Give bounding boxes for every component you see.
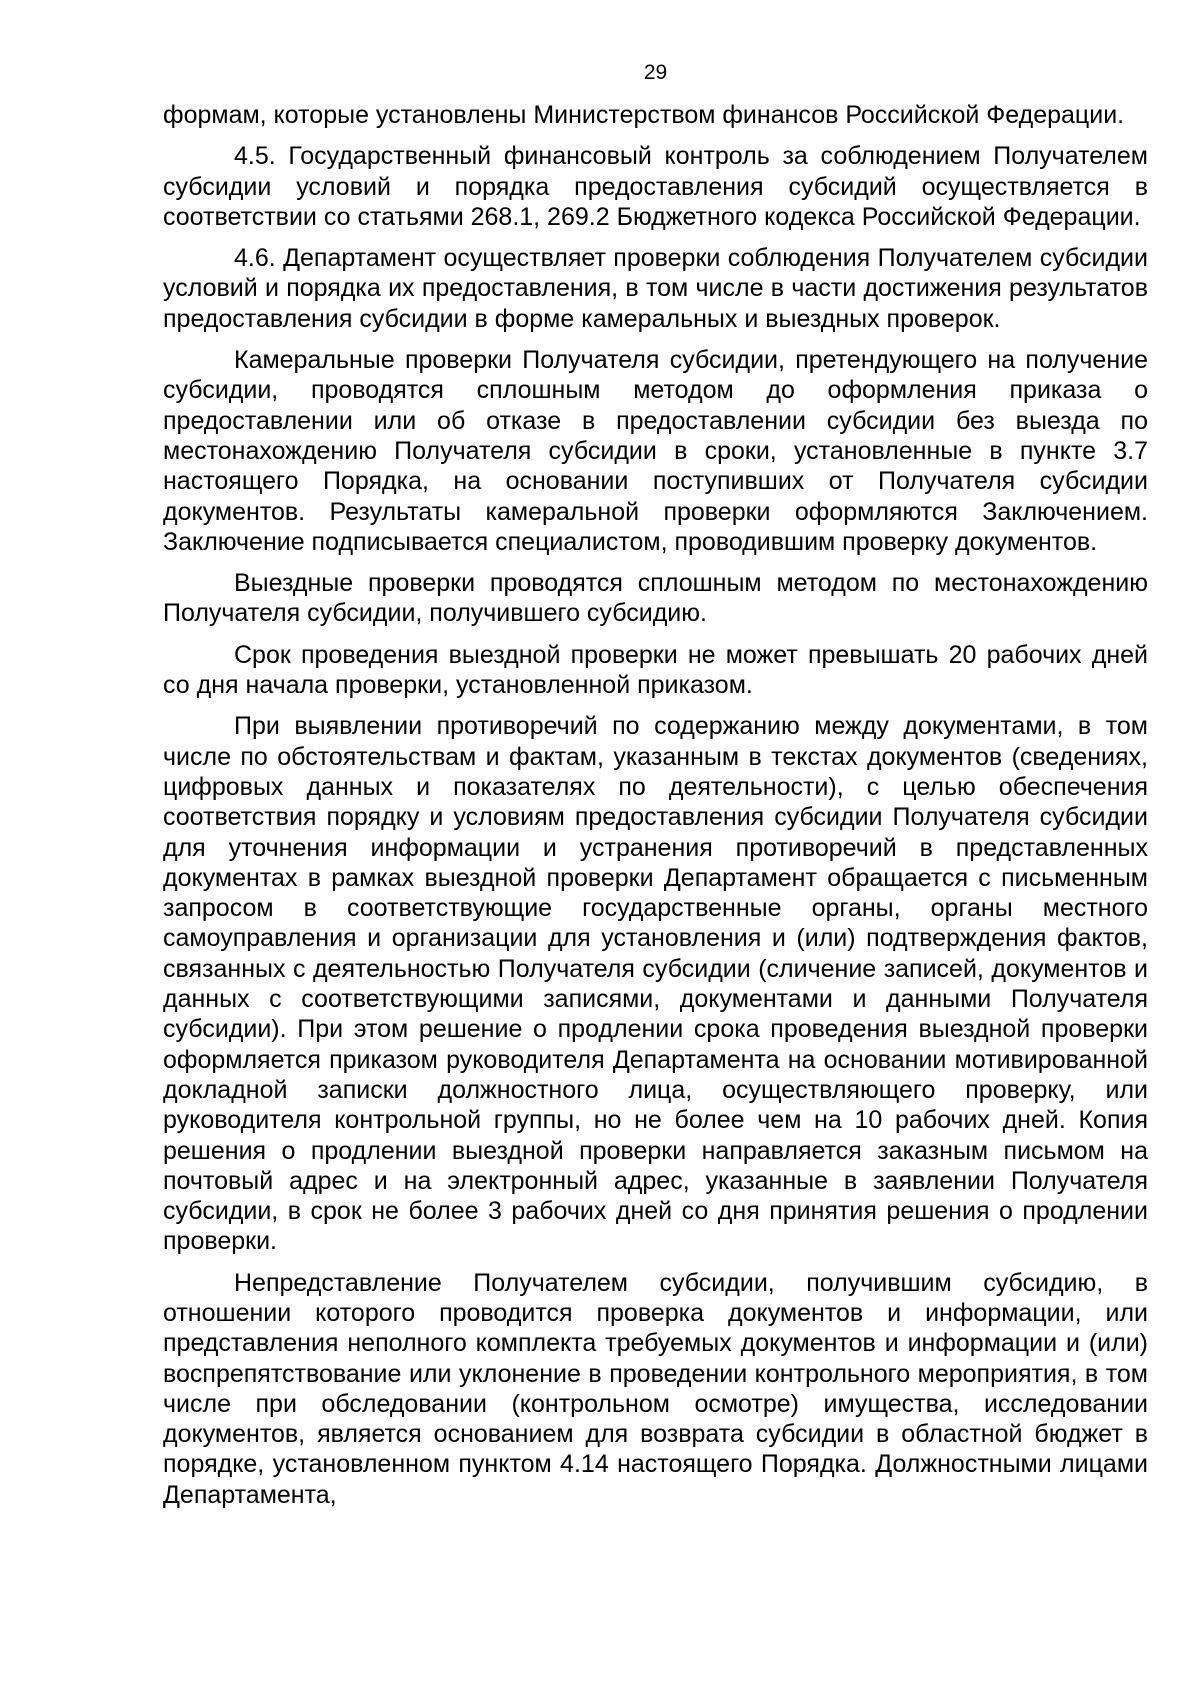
paragraph-desk-audits: Камеральные проверки Получателя субсидии, претендующего на получение субсидии, проводятся сплошным методом до оформления приказа о предоставлении или об отказе в предоставлении субсидии без выезда по местонахождению Получателя субсидии в сроки, установленные в пункте 3.7 настоящего Порядка, на основании поступивших от Получателя субсидии документов. Результаты камеральной проверки оформляются Заключением. Заключение подписывается специалистом, проводившим проверку документов. bbox=[163, 346, 1148, 556]
paragraph-4-6: 4.6. Департамент осуществляет проверки соблюдения Получателем субсидии условий и порядка их предоставления, в том числе в части достижения результатов предоставления субсидии в форме камеральных и выездных проверок. bbox=[163, 244, 1148, 333]
paragraph-continuation: формам, которые установлены Министерством финансов Российской Федерации. bbox=[163, 101, 1125, 129]
paragraph-4-5: 4.5. Государственный финансовый контроль за соблюдением Получателем субсидии условий и порядка предоставления субсидий осуществляется в соответствии со статьями 268.1, 269.2 Бюджетного кодекса Российской Федерации. bbox=[163, 142, 1148, 231]
paragraph-non-submission: Непредставление Получателем субсидии, получившим субсидию, в отношении которого проводится проверка документов и информации, или представления неполного комплекта требуемых документов и информации и (или) воспрепятствование или уклонение в проведении контрольного мероприятия, в том числе при обследовании (контрольном осмотре) имущества, исследовании документов, является основанием для возврата субсидии в областной бюджет в порядке, установленном пунктом 4.14 настоящего Порядка. Должностными лицами Департамента, bbox=[163, 1268, 1148, 1509]
page-number: 29 bbox=[643, 61, 668, 84]
document-page bbox=[163, 58, 1148, 1510]
paragraph-audit-term: Срок проведения выездной проверки не может превышать 20 рабочих дней со дня начала проверки, установленной приказом. bbox=[163, 640, 1148, 700]
paragraph-contradictions: При выявлении противоречий по содержанию между документами, в том числе по обстоятельствам и фактам, указанным в текстах документов (сведениях, цифровых данных и показателях по деятельности), с целью обеспечения соответствия порядку и условиям предоставления субсидии Получателя субсидии для уточнения информации и устранения противоречий в представленных документах в рамках выездной проверки Департамент обращается с письменным запросом в соответствующие государственные органы, органы местного самоуправления и организации для установления и (или) подтверждения фактов, связанных с деятельностью Получателя субсидии (сличение записей, документов и данных с соответствующими записями, документами и данными Получателя субсидии). При этом решение о продлении срока проведения выездной проверки оформляется приказом руководителя Департамента на основании мотивированной докладной записки должностного лица, осуществляющего проверку, или руководителя контрольной группы, но не более чем на 10 рабочих дней. Копия решения о продлении выездной проверки направляется заказным письмом на почтовый адрес и на электронный адрес, указанные в заявлении Получателя субсидии, в срок не более 3 рабочих дней со дня принятия решения о продлении проверки. bbox=[163, 712, 1148, 1256]
paragraph-field-audits: Выездные проверки проводятся сплошным методом по местонахождению Получателя субсидии, получившего субсидию. bbox=[163, 569, 1148, 628]
